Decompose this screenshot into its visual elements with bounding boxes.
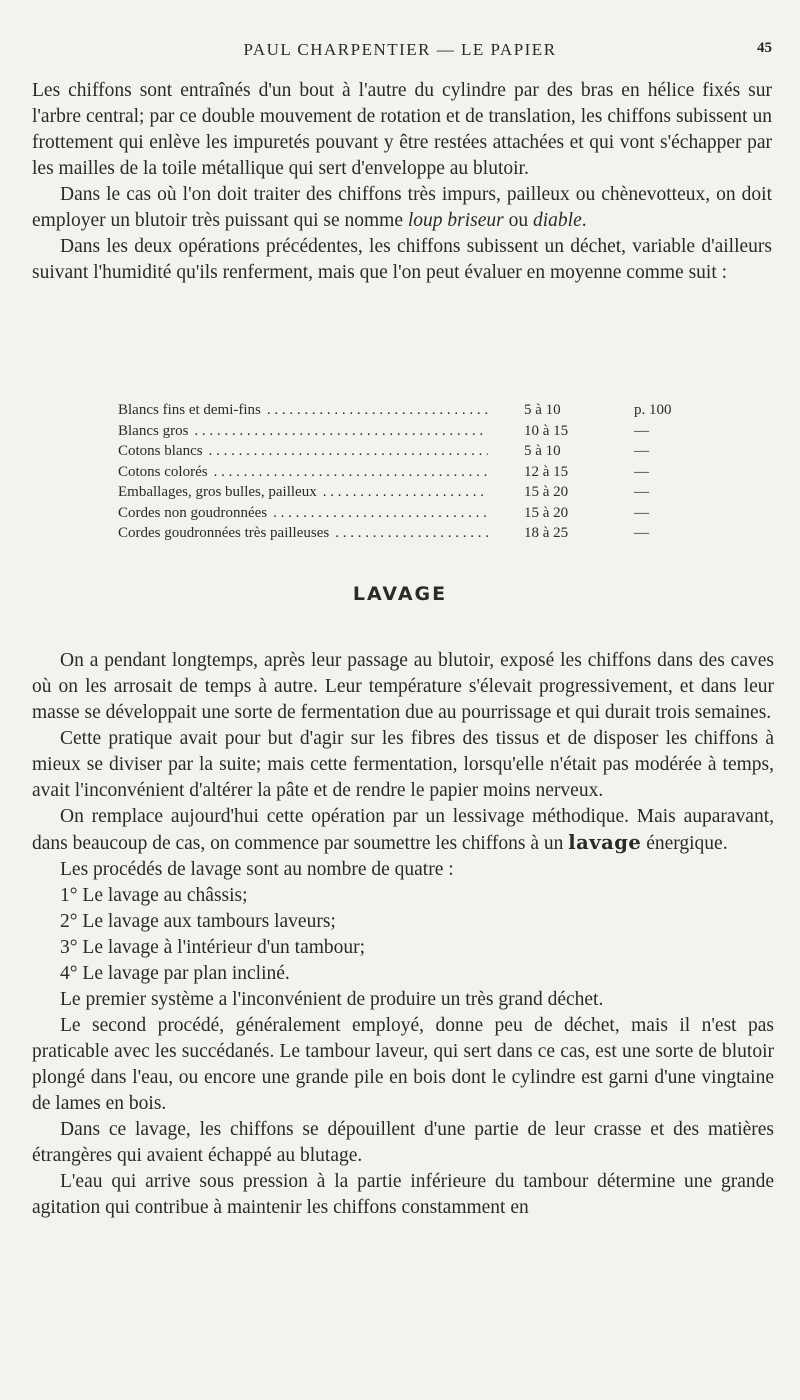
row-value: 15 à 20 xyxy=(524,484,569,500)
row-unit: — xyxy=(634,525,649,541)
row-unit: — xyxy=(634,422,649,439)
paragraph: Dans les deux opérations précédentes, les chiffons subissent un déchet, variable d'ailleurs suivant l'humidité qu'ils renferment, mais que l'on peut évaluer en moyenne comme suit : xyxy=(32,236,772,283)
row-value: 15 à 20 xyxy=(524,504,569,521)
table-row xyxy=(118,421,678,442)
paragraph: L'eau qui arrive sous pression à la partie inférieure du tambour détermine une grande agitation qui contribue à maintenir les chiffons constamment en xyxy=(32,1171,774,1218)
row-label: Blancs gros xyxy=(118,422,189,439)
table-row xyxy=(118,523,678,544)
row-label: Cotons blancs xyxy=(118,443,203,459)
waste-table xyxy=(118,400,678,544)
intro-text xyxy=(32,78,772,286)
row-value: 5 à 10 xyxy=(524,443,561,459)
paragraph: Dans ce lavage, les chiffons se dépouillent d'une partie de leur crasse et des matières étrangères qui avaient échappé au blutage. xyxy=(32,1119,774,1166)
row-unit: p. 100 xyxy=(634,402,672,418)
list-item: 2° Le lavage aux tambours laveurs; xyxy=(60,911,336,932)
row-value: 18 à 25 xyxy=(524,525,569,541)
row-label: Cordes non goudronnées xyxy=(118,504,268,521)
table-row xyxy=(118,482,678,503)
list-item: 4° Le lavage par plan incliné. xyxy=(60,963,290,984)
row-unit: — xyxy=(634,443,649,459)
paragraph: Le premier système a l'inconvénient de produire un très grand déchet. xyxy=(60,989,604,1010)
table-row xyxy=(118,503,678,524)
table-row xyxy=(118,400,678,421)
page-header xyxy=(0,38,800,64)
row-value: 10 à 15 xyxy=(524,422,569,439)
paragraph: On remplace aujourd'hui cette opération par un lessivage méthodique. Mais auparavant, dans beaucoup de cas, on commence par soumettre les chiffons à un lavage énergique. xyxy=(32,806,774,854)
row-label: Blancs fins et demi-fins xyxy=(118,402,261,418)
paragraph: Les chiffons sont entraînés d'un bout à l'autre du cylindre par des bras en hélice fixés sur l'arbre central; par ce double mouvement de rotation et de translation, les chiffons subissent un frottement qui enlève les impuretés pouvant y être restées attachées et qui vont s'échapper par les mailles de la toile métallique qui sert d'enveloppe au blutoir. xyxy=(32,80,772,179)
row-label: Emballages, gros bulles, pailleux xyxy=(118,484,317,500)
table-row xyxy=(118,441,678,462)
paragraph: On a pendant longtemps, après leur passage au blutoir, exposé les chiffons dans des caves où on les arrosait de temps à autre. Leur température s'élevait progressivement, et dans leur masse se développait une sorte de fermentation due au pourrissage et qui durait trois semaines. xyxy=(32,650,774,723)
row-value: 5 à 10 xyxy=(524,402,561,418)
list-item: 3° Le lavage à l'intérieur d'un tambour; xyxy=(60,937,366,958)
page-number: 45 xyxy=(757,40,772,56)
paragraph: Le second procédé, généralement employé, donne peu de déchet, mais il n'est pas praticable avec les succédanés. Le tambour laveur, qui sert dans ce cas, est une sorte de blutoir plongé dans l'eau, ou encore une grande pile en bois dont le cylindre est garni d'une vingtaine de lames en bois. xyxy=(32,1015,774,1114)
row-unit: — xyxy=(634,463,649,480)
list-item: 1° Le lavage au châssis; xyxy=(60,885,248,906)
paragraph: Les procédés de lavage sont au nombre de quatre : xyxy=(60,859,454,880)
row-label: Cordes goudronnées très pailleuses xyxy=(118,525,330,541)
running-title: PAUL CHARPENTIER — LE PAPIER xyxy=(243,40,557,59)
row-unit: — xyxy=(634,484,649,500)
section-title: LAVAGE xyxy=(352,583,448,605)
table-row xyxy=(118,462,678,483)
paragraph: Cette pratique avait pour but d'agir sur les fibres des tissus et de disposer les chiffons à mieux se diviser par la suite; mais cette fermentation, lorsqu'elle n'était pas modérée à temps, avait l'inconvénient d'altérer la pâte et de rendre le papier moins nerveux. xyxy=(32,728,774,801)
row-label: Cotons colorés xyxy=(118,463,208,480)
lavage-text xyxy=(32,648,774,1221)
paragraph: Dans le cas où l'on doit traiter des chiffons très impurs, pailleux ou chènevotteux, on doit employer un blutoir très puissant qui se nomme loup briseur ou diable. xyxy=(32,184,772,231)
row-value: 12 à 15 xyxy=(524,463,569,480)
row-unit: — xyxy=(634,504,649,521)
